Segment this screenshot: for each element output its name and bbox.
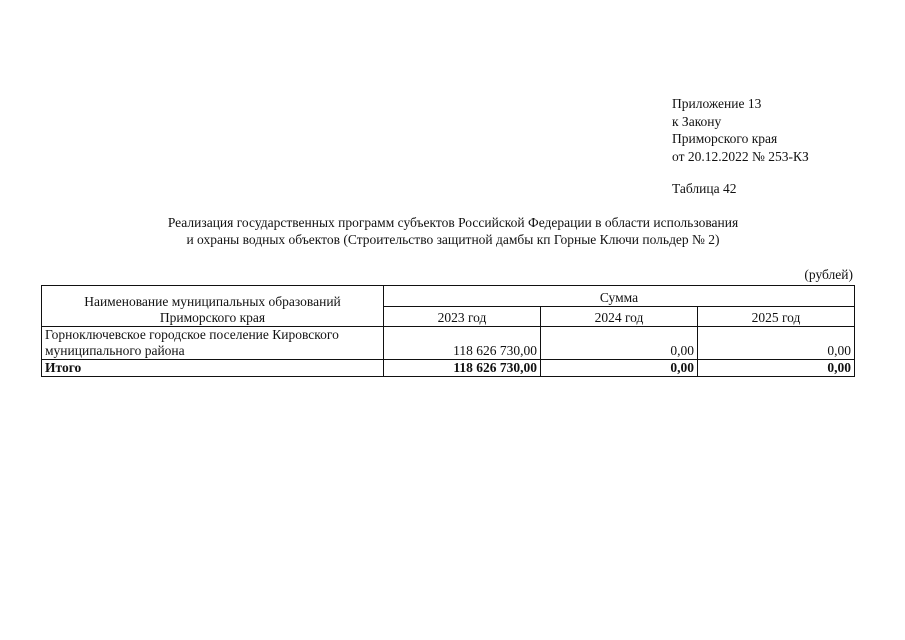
table-row (42, 327, 855, 360)
units-label: (рублей) (804, 267, 853, 282)
appendix-line: Приложение 13 (672, 96, 762, 111)
column-header-year: 2024 год (541, 306, 698, 327)
total-label: Итого (42, 360, 384, 377)
amount-cell: 0,00 (698, 327, 855, 360)
total-amount-cell: 0,00 (698, 360, 855, 377)
total-amount-cell: 0,00 (541, 360, 698, 377)
column-header-year: 2025 год (698, 306, 855, 327)
table-number: Таблица 42 (672, 181, 737, 196)
column-header-municipality: Наименование муниципальных образований Приморского края (42, 286, 384, 327)
table-total-row (42, 360, 855, 377)
column-header-year: 2023 год (384, 306, 541, 327)
municipality-name: Горноключевское городское поселение Кировского муниципального района (42, 327, 384, 360)
title-line-2: и охраны водных объектов (Строительство защитной дамбы кп Горные Ключи польдер № 2) (186, 232, 720, 247)
column-header-sum: Сумма (384, 286, 855, 307)
table-header-row (42, 286, 855, 307)
appendix-line: от 20.12.2022 № 253-КЗ (672, 148, 809, 164)
funding-table (41, 285, 855, 377)
title-line-1: Реализация государственных программ субъектов Российской Федерации в области использования (167, 215, 739, 230)
amount-cell: 0,00 (541, 327, 698, 360)
total-amount-cell: 118 626 730,00 (384, 360, 541, 377)
amount-cell: 118 626 730,00 (384, 327, 541, 360)
appendix-line: к Закону (672, 113, 722, 129)
document-title (60, 214, 846, 248)
appendix-line: Приморского края (672, 131, 778, 146)
appendix-reference (672, 95, 809, 165)
